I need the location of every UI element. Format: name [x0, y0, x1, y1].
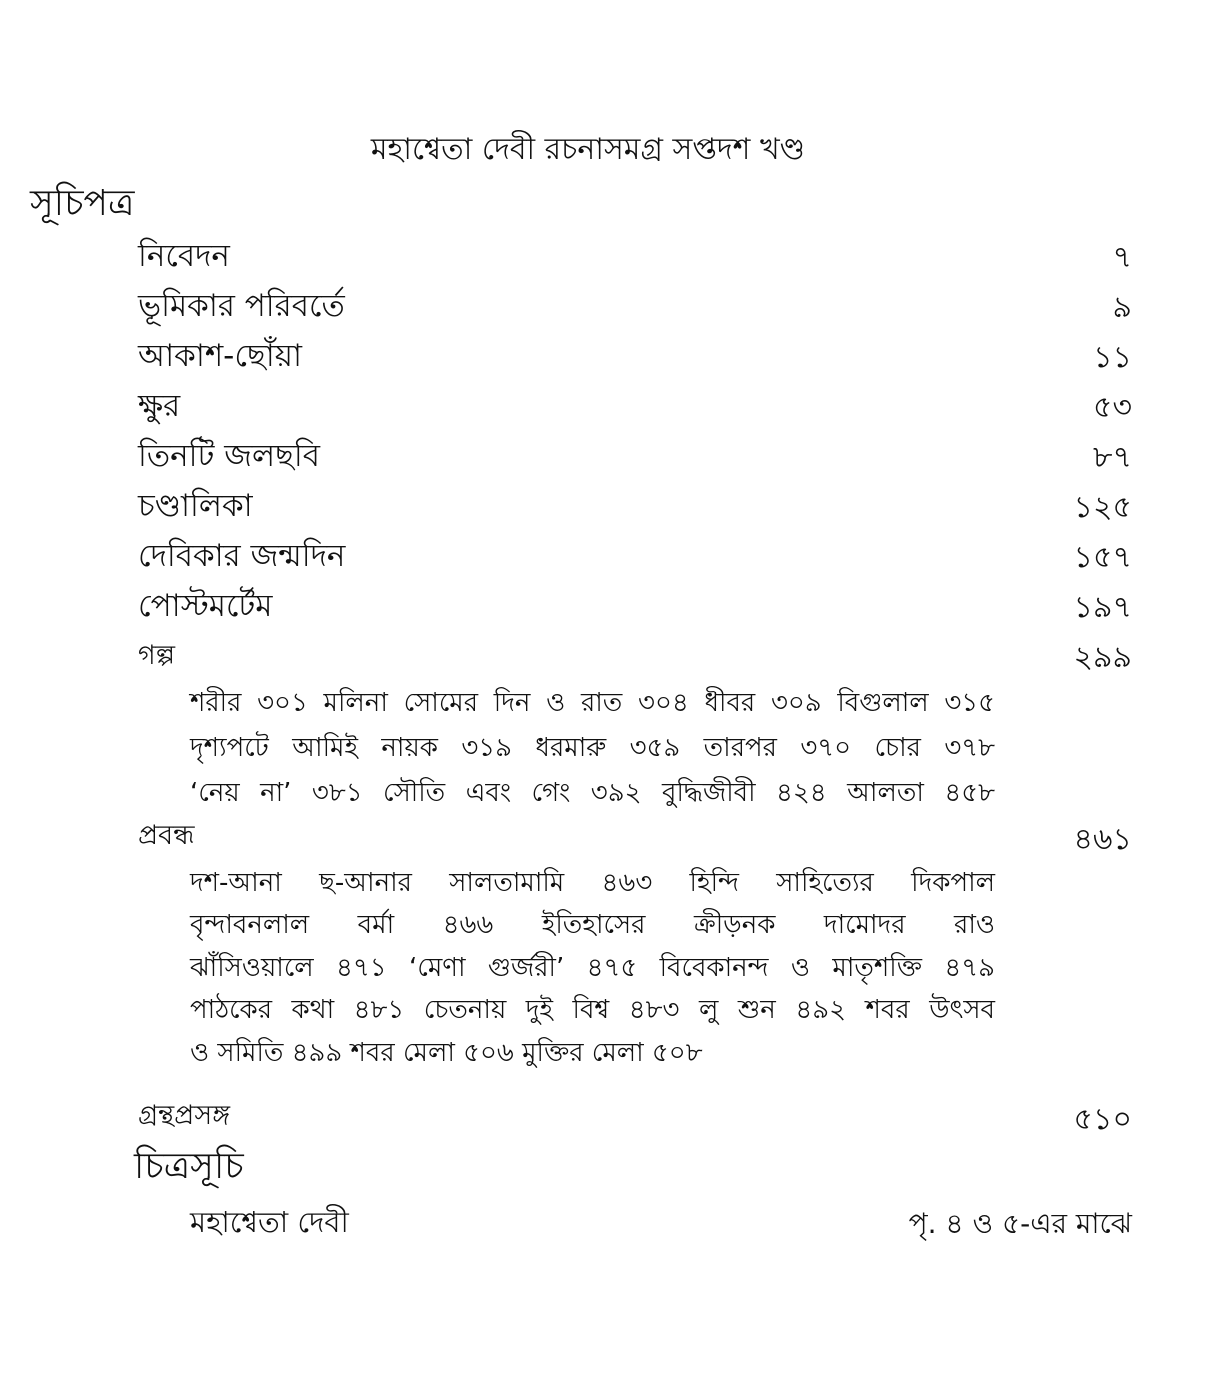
entry-page: ১৫৭	[1073, 540, 1132, 575]
essays-page: ৪৬১	[1073, 822, 1132, 857]
contents-heading: সূচিপত্র	[30, 183, 135, 224]
illustration-page: পৃ. ৪ ও ৫-এর মাঝে	[908, 1207, 1132, 1240]
entry-title: চণ্ডালিকা	[138, 488, 253, 524]
entry-page: ৯	[1112, 290, 1132, 325]
illustration-title: মহাশ্বেতা দেবী	[190, 1205, 349, 1239]
stories-line: দৃশ্যপটে আমিই নায়ক ৩১৯ ধরমারু ৩৫৯ তারপর ৩৭০ চোর ৩৭৮	[190, 733, 995, 763]
stories-line: শরীর ৩০১ মলিনা সোমের দিন ও রাত ৩০৪ ধীবর ৩০৯ বিগুলাল ৩১৫	[190, 688, 995, 718]
book-notes-title: গ্রন্থপ্রসঙ্গ	[138, 1100, 231, 1131]
entry-page: ১১	[1093, 340, 1132, 375]
entry-page: ১৯৭	[1073, 590, 1132, 625]
entry-page: ৮৭	[1093, 440, 1132, 475]
essays-title: প্রবন্ধ	[138, 820, 195, 851]
essays-line: দশ-আনা ছ-আনার সালতামামি ৪৬৩ হিন্দি সাহিত্যের দিকপাল	[190, 868, 995, 898]
stories-page: ২৯৯	[1073, 640, 1132, 675]
essays-line: পাঠকের কথা ৪৮১ চেতনায় দুই বিশ্ব ৪৮৩ লু শুন ৪৯২ শবর উৎসব	[190, 995, 995, 1025]
essays-line: বৃন্দাবনলাল বর্মা ৪৬৬ ইতিহাসের ক্রীড়নক দামোদর রাও	[190, 910, 995, 940]
essays-line: ঝাঁসিওয়ালে ৪৭১ ‘মেণা গুর্জরী’ ৪৭৫ বিবেকানন্দ ও মাতৃশক্তি ৪৭৯	[190, 953, 995, 983]
entry-page: ৭	[1112, 240, 1132, 275]
entry-title: পোস্টমর্টেম	[138, 588, 273, 624]
entry-title: আকাশ-ছোঁয়া	[138, 338, 302, 374]
entry-page: ১২৫	[1073, 490, 1132, 525]
entry-title: ভূমিকার পরিবর্তে	[138, 288, 345, 324]
entry-title: নিবেদন	[138, 238, 230, 274]
essays-line: ও সমিতি ৪৯৯ শবর মেলা ৫০৬ মুক্তির মেলা ৫০৮	[190, 1038, 703, 1068]
illustrations-heading: চিত্রসূচি	[134, 1146, 244, 1187]
book-title: মহাশ্বেতা দেবী রচনাসমগ্র সপ্তদশ খণ্ড	[370, 132, 806, 167]
entry-title: তিনটি জলছবি	[138, 438, 320, 474]
stories-title: গল্প	[138, 640, 175, 671]
book-notes-page: ৫১০	[1073, 1102, 1132, 1137]
stories-line: ‘নেয় না’ ৩৮১ সৌতি এবং গেং ৩৯২ বুদ্ধিজীবী ৪২৪ আলতা ৪৫৮	[190, 778, 995, 808]
entry-page: ৫৩	[1093, 390, 1132, 425]
entry-title: ক্ষুর	[138, 388, 181, 424]
entry-title: দেবিকার জন্মদিন	[138, 538, 346, 574]
